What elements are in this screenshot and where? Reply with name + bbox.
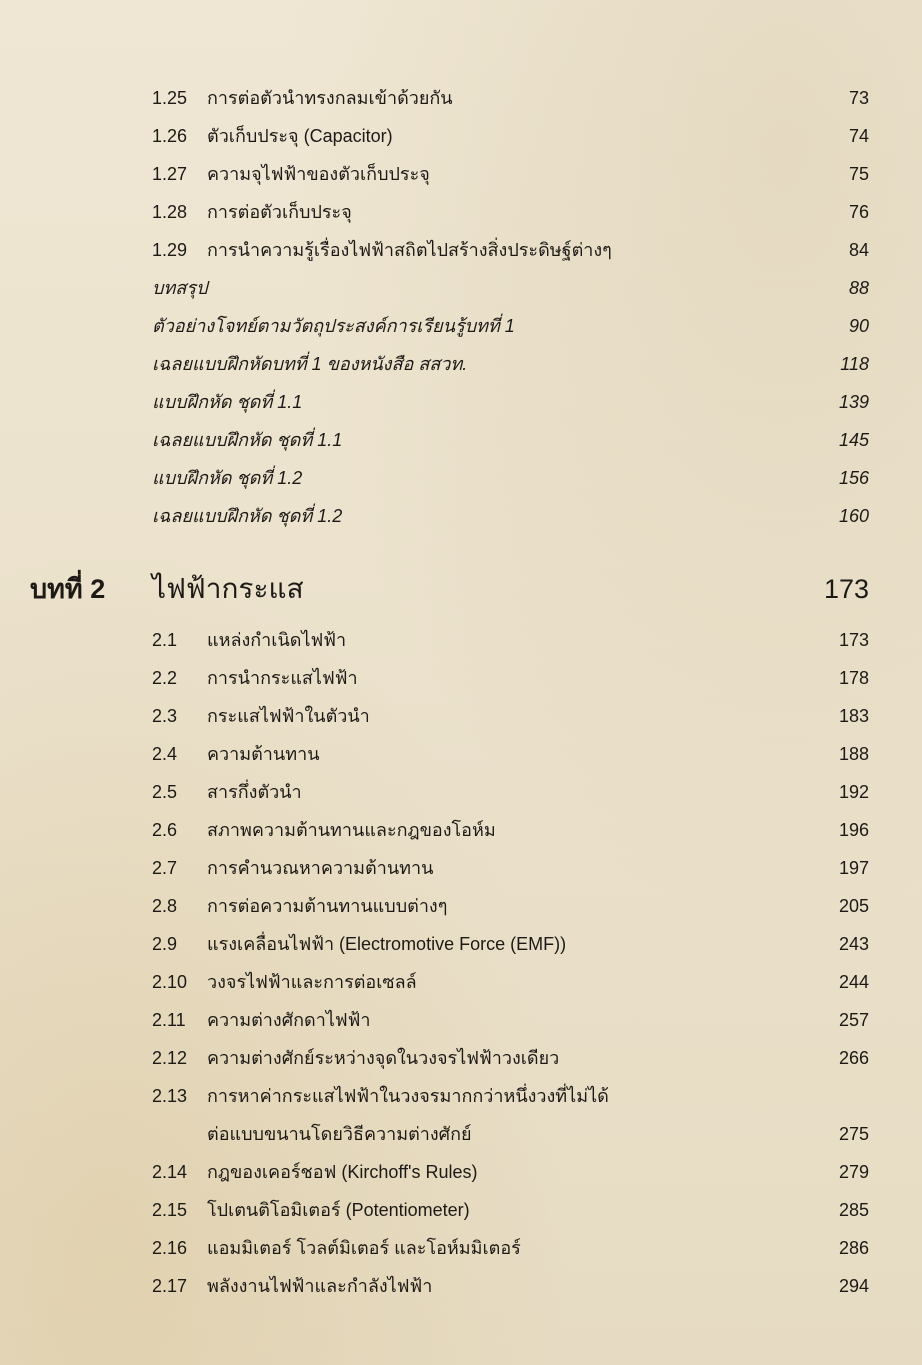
chapter-heading[interactable] xyxy=(0,566,922,612)
section-number: 2.9 xyxy=(152,934,178,954)
toc-entry-summary[interactable] xyxy=(0,270,922,306)
section-title: บทสรุป xyxy=(152,278,208,298)
section-title: การนำความรู้เรื่องไฟฟ้าสถิตไปสร้างสิ่งประดิษฐ์ต่างๆ xyxy=(207,240,612,260)
section-title: โปเตนติโอมิเตอร์ (Potentiometer) xyxy=(207,1200,470,1220)
toc-entry[interactable] xyxy=(0,1192,922,1228)
section-title: วงจรไฟฟ้าและการต่อเซลล์ xyxy=(207,972,417,992)
page-number: 266 xyxy=(838,1048,869,1068)
section-title: แรงเคลื่อนไฟฟ้า (Electromotive Force (EMF)) xyxy=(207,934,567,954)
section-number: 2.4 xyxy=(152,744,178,764)
page-number: 75 xyxy=(848,164,869,184)
section-title: การต่อตัวนำทรงกลมเข้าด้วยกัน xyxy=(207,88,453,108)
section-title: ความต่างศักดาไฟฟ้า xyxy=(207,1010,371,1030)
section-number: 2.13 xyxy=(152,1086,188,1106)
section-number: 2.8 xyxy=(152,896,178,916)
page-number: 183 xyxy=(838,706,869,726)
section-number: 2.7 xyxy=(152,858,178,878)
toc-entry[interactable] xyxy=(0,888,922,924)
page-number: 196 xyxy=(838,820,869,840)
toc-entry[interactable] xyxy=(0,118,922,154)
toc-entry-exercise-answers[interactable] xyxy=(0,498,922,534)
section-title: การคำนวณหาความต้านทาน xyxy=(207,858,434,878)
section-number: 1.26 xyxy=(152,126,188,146)
section-title: แอมมิเตอร์ โวลต์มิเตอร์ และโอห์มมิเตอร์ xyxy=(207,1238,521,1258)
section-number: 2.14 xyxy=(152,1162,188,1182)
toc-entry[interactable] xyxy=(0,812,922,848)
page-number: 205 xyxy=(838,896,869,916)
toc-entry[interactable] xyxy=(0,736,922,772)
section-title: การนำกระแสไฟฟ้า xyxy=(207,668,358,688)
section-number: 2.15 xyxy=(152,1200,188,1220)
section-title: แบบฝึกหัด ชุดที่ 1.2 xyxy=(152,468,303,488)
toc-entry[interactable] xyxy=(0,774,922,810)
toc-entry[interactable] xyxy=(0,80,922,116)
toc-entry-examples[interactable] xyxy=(0,308,922,344)
toc-entry[interactable] xyxy=(0,926,922,962)
section-title: เฉลยแบบฝึกหัดบทที่ 1 ของหนังสือ สสวท. xyxy=(152,354,468,374)
toc-entry-exercise[interactable] xyxy=(0,384,922,420)
toc-entry[interactable] xyxy=(0,850,922,886)
chapter-page-number: 173 xyxy=(823,574,869,604)
page-number: 173 xyxy=(838,630,869,650)
section-number: 1.29 xyxy=(152,240,188,260)
page-number: 275 xyxy=(838,1124,869,1144)
page-number: 74 xyxy=(848,126,869,146)
section-title: แหล่งกำเนิดไฟฟ้า xyxy=(207,630,347,650)
page-number: 178 xyxy=(838,668,869,688)
toc-entry[interactable] xyxy=(0,1268,922,1304)
page-number: 118 xyxy=(840,354,869,374)
section-number: 2.11 xyxy=(152,1010,186,1030)
page-number: 257 xyxy=(838,1010,869,1030)
toc-entry[interactable] xyxy=(0,698,922,734)
section-title: เฉลยแบบฝึกหัด ชุดที่ 1.2 xyxy=(152,506,343,526)
section-number: 2.16 xyxy=(152,1238,188,1258)
page-number: 294 xyxy=(838,1276,869,1296)
toc-entry[interactable] xyxy=(0,964,922,1000)
section-number: 2.5 xyxy=(152,782,178,802)
chapter-title: ไฟฟ้ากระแส xyxy=(152,573,304,604)
section-number: 2.3 xyxy=(152,706,178,726)
page-number: 145 xyxy=(838,430,869,450)
toc-entry[interactable] xyxy=(0,660,922,696)
page-number: 139 xyxy=(838,392,869,412)
section-number: 2.6 xyxy=(152,820,178,840)
section-title: สภาพความต้านทานและกฎของโอห์ม xyxy=(207,820,496,840)
toc-entry-exercise-answers[interactable] xyxy=(0,422,922,458)
page-number: 160 xyxy=(838,506,869,526)
toc-entry[interactable] xyxy=(0,1040,922,1076)
page-number: 84 xyxy=(848,240,869,260)
section-number: 1.28 xyxy=(152,202,188,222)
section-title: ความจุไฟฟ้าของตัวเก็บประจุ xyxy=(207,164,430,184)
section-title: พลังงานไฟฟ้าและกำลังไฟฟ้า xyxy=(207,1276,433,1296)
toc-entry[interactable] xyxy=(0,194,922,230)
section-title: แบบฝึกหัด ชุดที่ 1.1 xyxy=(152,392,303,412)
page-number: 76 xyxy=(848,202,869,222)
page-number: 197 xyxy=(838,858,869,878)
section-number: 2.12 xyxy=(152,1048,188,1068)
toc-entry[interactable] xyxy=(0,1002,922,1038)
section-title: ความต่างศักย์ระหว่างจุดในวงจรไฟฟ้าวงเดียว xyxy=(207,1048,560,1068)
section-title: ตัวอย่างโจทย์ตามวัตถุประสงค์การเรียนรู้บทที่ 1 xyxy=(152,316,515,336)
page-number: 279 xyxy=(838,1162,869,1182)
page-number: 88 xyxy=(848,278,869,298)
toc-entry[interactable] xyxy=(0,156,922,192)
section-title: ตัวเก็บประจุ (Capacitor) xyxy=(207,126,393,146)
section-title: สารกึ่งตัวนำ xyxy=(207,782,302,802)
section-number: 2.1 xyxy=(152,630,178,650)
toc-entry[interactable] xyxy=(0,1154,922,1190)
toc-entry[interactable] xyxy=(0,622,922,658)
section-title: ความต้านทาน xyxy=(207,744,320,764)
page-number: 285 xyxy=(838,1200,869,1220)
toc-entry[interactable] xyxy=(0,1230,922,1266)
page-number: 73 xyxy=(848,88,869,108)
section-title: เฉลยแบบฝึกหัด ชุดที่ 1.1 xyxy=(152,430,343,450)
section-title: การหาค่ากระแสไฟฟ้าในวงจรมากกว่าหนึ่งวงที่ไม่ได้ xyxy=(207,1086,609,1106)
page-number: 286 xyxy=(838,1238,869,1258)
section-title: การต่อความต้านทานแบบต่างๆ xyxy=(207,896,448,916)
page-number: 243 xyxy=(838,934,869,954)
section-title-continued: ต่อแบบขนานโดยวิธีความต่างศักย์ xyxy=(207,1124,472,1144)
toc-entry-answers[interactable] xyxy=(0,346,922,382)
chapter-label: บทที่ 2 xyxy=(30,574,106,604)
page-number: 192 xyxy=(838,782,869,802)
section-number: 2.17 xyxy=(152,1276,188,1296)
page-number: 244 xyxy=(838,972,869,992)
section-title: กระแสไฟฟ้าในตัวนำ xyxy=(207,706,370,726)
section-title: กฎของเคอร์ชอฟ (Kirchoff's Rules) xyxy=(207,1162,478,1182)
section-number: 2.2 xyxy=(152,668,178,688)
page-number: 90 xyxy=(848,316,869,336)
toc-entry-continuation[interactable] xyxy=(0,1116,922,1152)
toc-entry-exercise[interactable] xyxy=(0,460,922,496)
page-number: 156 xyxy=(838,468,869,488)
toc-entry[interactable] xyxy=(0,1078,922,1114)
toc-entry[interactable] xyxy=(0,232,922,268)
section-title: การต่อตัวเก็บประจุ xyxy=(207,202,352,222)
page-number: 188 xyxy=(838,744,869,764)
section-number: 2.10 xyxy=(152,972,188,992)
section-number: 1.25 xyxy=(152,88,188,108)
section-number: 1.27 xyxy=(152,164,188,184)
